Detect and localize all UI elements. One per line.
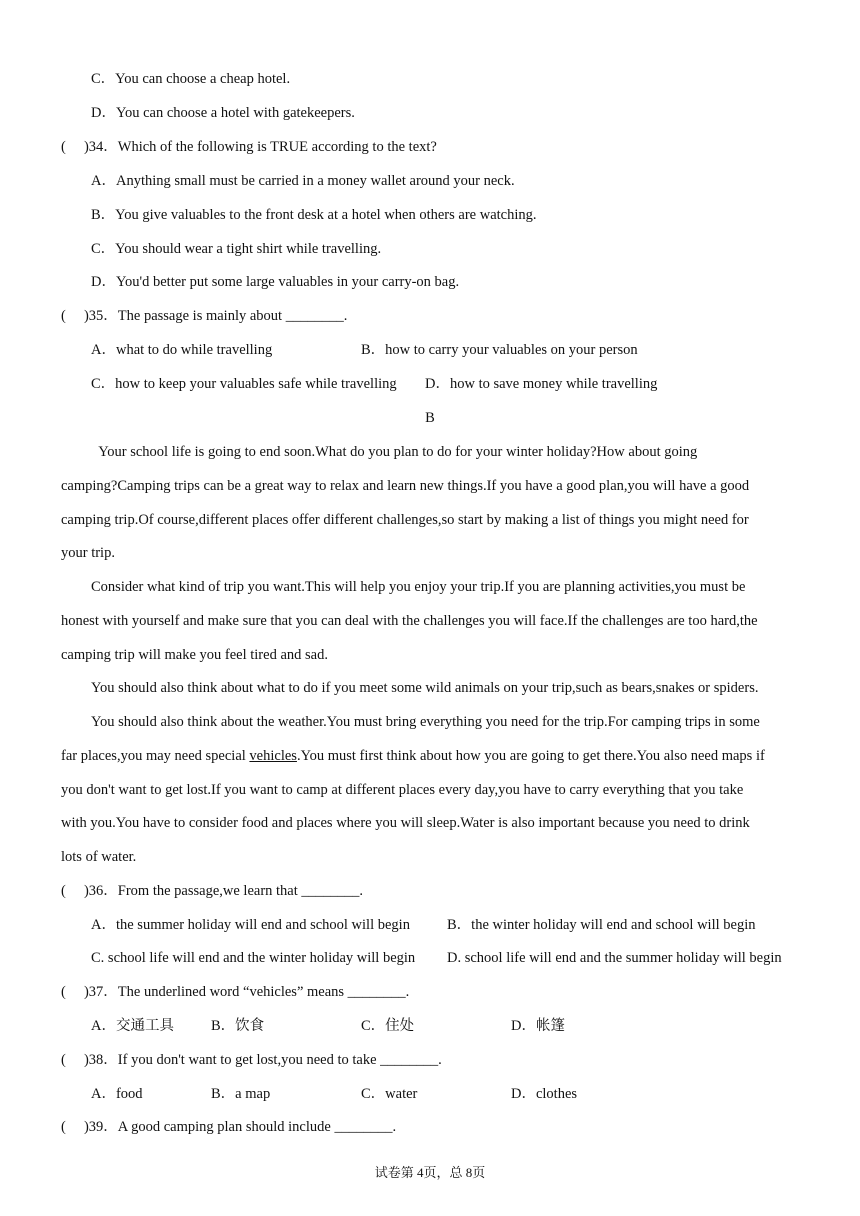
passage-p4-line4: with you.You have to consider food and places where you will sleep.Water is also important because you need to drink — [61, 815, 750, 831]
passage-p2-line3: camping trip will make you feel tired and sad. — [61, 647, 328, 663]
q34-option-b: B．You give valuables to the front desk at a hotel when others are watching. — [91, 207, 537, 223]
passage-p1-line4: your trip. — [61, 545, 115, 561]
q39-stem: ( )39．A good camping plan should include ________. — [61, 1119, 397, 1135]
passage-p4-line2 — [61, 746, 765, 766]
q38-option-b: B．a map — [211, 1086, 271, 1102]
q36-option-d: D. school life will end and the summer holiday will begin — [447, 950, 782, 966]
passage-p4-line2-before: far places,you may need special — [61, 748, 250, 764]
q35-option-c: C．how to keep your valuables safe while travelling — [91, 376, 397, 392]
passage-p4-line1: You should also think about the weather.You must bring everything you need for the trip.For camping trips in some — [91, 714, 760, 730]
q36-stem: ( )36．From the passage,we learn that ________. — [61, 883, 364, 899]
q38-stem: ( )38．If you don't want to get lost,you need to take ________. — [61, 1052, 442, 1068]
q38-option-d: D．clothes — [511, 1086, 578, 1102]
page-footer: 试卷第 4页，总 8页 — [374, 1165, 486, 1180]
q35-option-a: A．what to do while travelling — [91, 342, 273, 358]
passage-p2-line2: honest with yourself and make sure that you can deal with the challenges you will face.If the challenges are too hard,the — [61, 613, 758, 629]
q35-stem: ( )35．The passage is mainly about ________. — [61, 308, 348, 324]
q36-option-a: A．the summer holiday will end and school will begin — [91, 917, 410, 933]
q33-option-c: C．You can choose a cheap hotel. — [91, 71, 291, 87]
q35-option-b: B．how to carry your valuables on your person — [361, 342, 638, 358]
section-heading-b: B — [425, 410, 435, 426]
passage-p2-line1: Consider what kind of trip you want.This will help you enjoy your trip.If you are planning activities,you must be — [91, 579, 746, 595]
q38-option-c: C．water — [361, 1086, 418, 1102]
q34-option-a: A．Anything small must be carried in a money wallet around your neck. — [91, 173, 515, 189]
q36-option-b: B．the winter holiday will end and school will begin — [447, 917, 756, 933]
q34-option-c: C．You should wear a tight shirt while travelling. — [91, 241, 382, 257]
q37-option-b: B．饮食 — [211, 1018, 265, 1034]
passage-p4-line5: lots of water. — [61, 849, 137, 865]
passage-p3: You should also think about what to do if you meet some wild animals on your trip,such as bears,snakes or spiders. — [91, 680, 759, 696]
passage-p4-line2-after: .You must first think about how you are going to get there.You also need maps if — [296, 748, 765, 764]
q37-option-d: D．帐篷 — [511, 1018, 565, 1034]
underlined-word-vehicles: vehicles — [249, 748, 297, 764]
passage-p1-line1: Your school life is going to end soon.What do you plan to do for your winter holiday?How about going — [91, 444, 698, 460]
q38-option-a: A．food — [91, 1086, 143, 1102]
q37-option-c: C．住处 — [361, 1018, 415, 1034]
q34-option-d: D．You'd better put some large valuables in your carry-on bag. — [91, 274, 460, 290]
passage-p1-line2: camping?Camping trips can be a great way to relax and learn new things.If you have a good plan,you will have a good — [61, 478, 750, 494]
q35-option-d: D．how to save money while travelling — [425, 376, 658, 392]
q37-option-a: A．交通工具 — [91, 1018, 174, 1034]
q33-option-d: D．You can choose a hotel with gatekeepers. — [91, 105, 355, 121]
q36-option-c: C. school life will end and the winter holiday will begin — [91, 950, 416, 966]
q34-stem: ( )34．Which of the following is TRUE according to the text? — [61, 139, 437, 155]
passage-p4-line3: you don't want to get lost.If you want to camp at different places every day,you have to carry everything that you take — [61, 782, 744, 798]
q37-stem: ( )37．The underlined word “vehicles” means ________. — [61, 984, 410, 1000]
passage-p1-line3: camping trip.Of course,different places offer different challenges,so start by making a list of things you might need for — [61, 512, 749, 528]
